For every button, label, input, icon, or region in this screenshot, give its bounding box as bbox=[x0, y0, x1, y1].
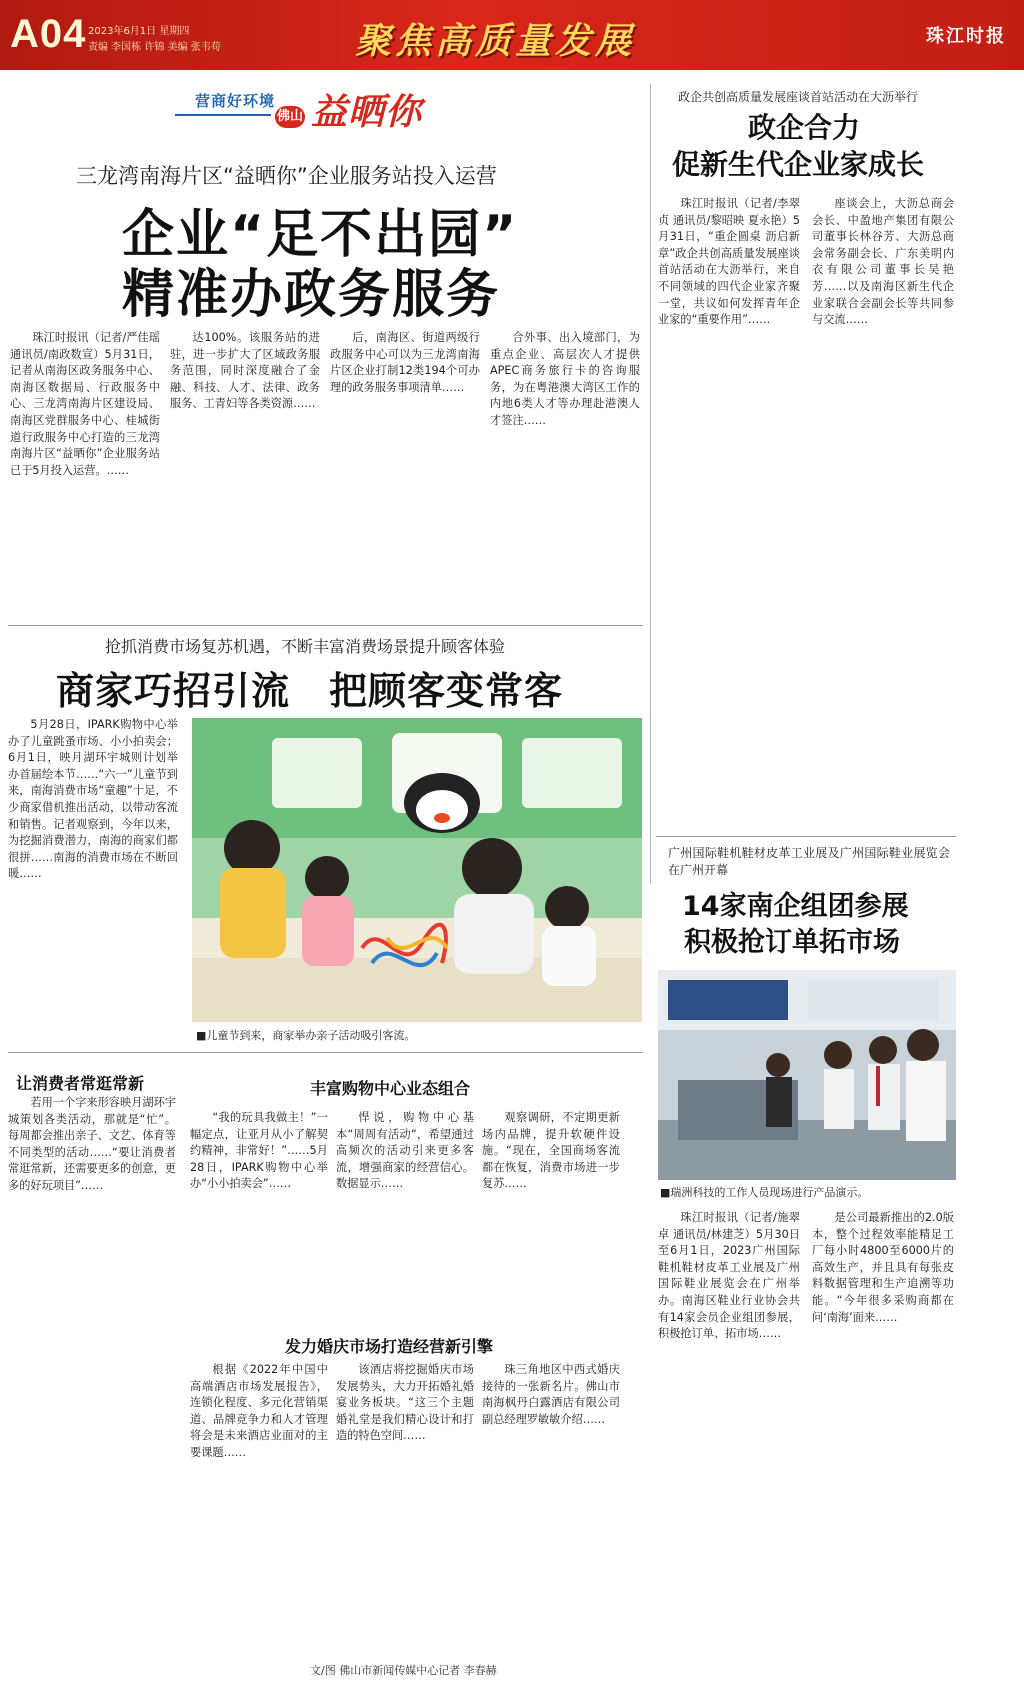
band-divider bbox=[175, 114, 271, 116]
divider bbox=[8, 1052, 643, 1053]
story2-photo-caption: ■儿童节到来，商家举办亲子活动吸引客流。 bbox=[196, 1029, 416, 1042]
column-divider bbox=[650, 84, 651, 884]
story4-photo bbox=[658, 970, 956, 1180]
story3-column-1: 珠江时报讯（记者/李翠贞 通讯员/黎昭映 夏永艳）5月31日，“重企圆桌 沥启新章”政企共创高质量发展座谈首站活动在大沥举行，来自不同领域的四代企业家齐聚一堂，共议如何发挥青年企业家的“重要作用”…… bbox=[658, 197, 800, 327]
band-logo-text: 益晒你 bbox=[311, 91, 423, 133]
story2-subhead-1: 让消费者常逛常新 bbox=[16, 1074, 145, 1093]
exhibition-illustration bbox=[658, 970, 956, 1180]
story2-sub2-column-3: 观察调研，不定期更新场内品牌，提升软硬件设施。“现在，全国商场客流都在恢复，消费市场进一步复苏…… bbox=[482, 1111, 620, 1191]
issue-date: 2023年6月1日 星期四 bbox=[88, 26, 190, 37]
story3-headline-line1: 政企合力 bbox=[748, 111, 861, 144]
divider bbox=[656, 836, 956, 837]
story3-kicker: 政企共创高质量发展座谈首站活动在大沥举行 bbox=[678, 90, 919, 104]
divider bbox=[8, 625, 643, 626]
story2-sub3-column-1: 根据《2022年中国中高端酒店市场发展报告》，连锁化程度、多元化营销渠道、品牌竞争力和人才管理将会是未来酒店业面对的主要课题…… bbox=[190, 1363, 328, 1459]
story2-subhead-2: 丰富购物中心业态组合 bbox=[310, 1079, 471, 1098]
newspaper-logo: 珠江时报 bbox=[926, 26, 1006, 47]
story4-kicker-block bbox=[668, 845, 950, 881]
feature-band bbox=[175, 84, 480, 134]
story4-column-1: 珠江时报讯（记者/施翠卓 通讯员/林建芝）5月30日至6月1日，2023广州国际鞋机鞋材皮革工业展及广州国际鞋业展览会在广州举办。南海区鞋业行业协会共有14家会员企业组团参展，积极抢订单、拓市场…… bbox=[658, 1211, 800, 1341]
story1-column-3: 后，南海区、街道两级行政服务中心可以为三龙湾南海片区企业打制12类194个可办理的政务服务事项清单…… bbox=[330, 331, 480, 394]
story2-deck: 抢抓消费市场复苏机遇，不断丰富消费场景提升顾客体验 bbox=[105, 637, 506, 656]
story1-column-1: 珠江时报讯（记者/严佳瑶 通讯员/南政数宣）5月31日，记者从南海区政务服务中心、南海区数据局、行政服务中心、三龙湾南海片区建设局、南海区党群服务中心、桂城街道行政服务中心打造的三龙湾南海片区“益晒你”企业服务站已于5月投入运营。…… bbox=[10, 331, 160, 477]
story2-intro: 5月28日，IPARK购物中心举办了儿童跳蚤市场、小小拍卖会；6月1日，映月湖环宇城则计划举办首届绘本节……“六一”儿童节到来，南海消费市场“童趣”十足，不少商家借机推出活动，以带动客流和销售。记者观察到，今年以来，为挖掘消费潜力，南海的商家们都很拼……南海的消费市场在不断回暖…… bbox=[8, 718, 178, 881]
story1-column-2: 达100%。该服务站的进驻，进一步扩大了区域政务服务范围，同时深度融合了金融、科技、人才、法律、政务服务、工青妇等各类资源…… bbox=[170, 331, 320, 411]
story3-column-2: 座谈会上，大沥总商会会长、中盈地产集团有限公司董事长林谷芳、大沥总商会常务副会长、广东美明内衣有限公司董事长吴艳芳……以及南海区新生代企业家联合会副会长等共同参与交流…… bbox=[812, 197, 954, 327]
story4-kicker: 广州国际鞋机鞋材皮革工业展及广州国际鞋业展览会在广州开幕 bbox=[668, 846, 950, 877]
story1-headline-line1: 企业“足不出园” bbox=[122, 205, 519, 265]
story4-headline-line2: 积极抢订单拓市场 bbox=[684, 927, 900, 958]
story1-column-4: 合外事、出入境部门，为重点企业、高层次人才提供APEC商务旅行卡的咨询服务，为在粤港澳大湾区工作的内地6类人才等办理赴港澳人才签注…… bbox=[490, 331, 640, 427]
story4-photo-caption: ■瑞洲科技的工作人员现场进行产品演示。 bbox=[660, 1186, 869, 1199]
story2-credit: 文/图 佛山市新闻传媒中心记者 李春赫 bbox=[310, 1664, 497, 1677]
story3-headline-line2: 促新生代企业家成长 bbox=[672, 148, 925, 181]
masthead bbox=[0, 0, 1024, 70]
page-number: A04 bbox=[10, 12, 87, 56]
story2-sub3-column-3: 珠三角地区中西式婚庆接待的一张新名片。佛山市南海枫丹白露酒店有限公司副总经理罗敏敏介绍…… bbox=[482, 1363, 620, 1426]
story2-sub1-body: 若用一个字来形容映月湖环宇城策划各类活动，那就是“忙”。每周都会推出亲子、文艺、体育等不同类型的活动……“要让消费者常逛常新，还需要更多的创意，更多的好玩项目”…… bbox=[8, 1096, 176, 1192]
story2-headline: 商家巧招引流 把顾客变常客 bbox=[56, 669, 564, 713]
story2-sub2-column-2: 悍说，购物中心基本“周周有活动”，希望通过高频次的活动引来更多客流，增强商家的经营信心。数据显示…… bbox=[336, 1111, 474, 1191]
story1-headline-line2: 精准办政务服务 bbox=[122, 265, 501, 325]
story4-column-2: 是公司最新推出的2.0版本，整个过程效率能精足工厂每小时4800至6000片的高效生产，并且具有每张皮料数据管理和生产追溯等功能。“今年很多采购商都在问‘南海’面来…… bbox=[812, 1211, 954, 1324]
story2-sub3-column-2: 该酒店将挖掘婚庆市场发展势头，大力开拓婚礼婚宴业务板块。“这三个主题婚礼堂是我们精心设计和打造的特色空间…… bbox=[336, 1363, 474, 1443]
story1-deck: 三龙湾南海片区“益晒你”企业服务站投入运营 bbox=[76, 164, 497, 188]
story4-headline-line1: 14家南企组团参展 bbox=[682, 891, 909, 922]
kids-activity-illustration bbox=[192, 718, 642, 1022]
section-title: 聚焦高质量发展 bbox=[355, 20, 636, 62]
story2-sub2-column-1: “我的玩具我做主！”一幅定点，让亚月从小了解契约精神，非常好！”……5月28日，IPARK购物中心举办“小小拍卖会”…… bbox=[190, 1111, 328, 1191]
story2-subhead-3: 发力婚庆市场打造经营新引擎 bbox=[285, 1337, 494, 1356]
story2-photo bbox=[192, 718, 642, 1022]
band-tag: 营商好环境 bbox=[195, 92, 276, 110]
editor-credits: 责编 李国栋 许锦 美编 张韦苟 bbox=[88, 42, 221, 53]
band-city-badge: 佛山 bbox=[275, 106, 305, 128]
